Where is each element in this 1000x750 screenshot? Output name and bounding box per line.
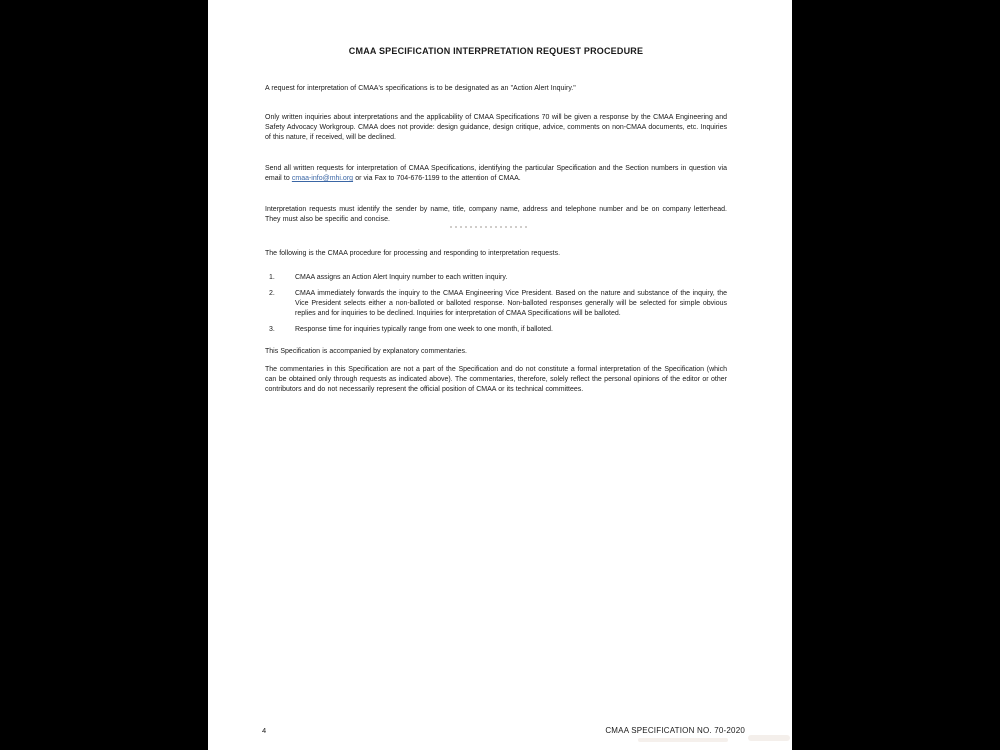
- document-page: [208, 0, 792, 750]
- paragraph-commentaries-note: This Specification is accompanied by explanatory commentaries.: [265, 348, 467, 355]
- page-number: 4: [262, 726, 267, 735]
- paragraph-send-requests-before: Send all written requests for interpretation of CMAA Specifications, identifying the particular Specification and the Section numbers in question via email to: [265, 165, 727, 182]
- paragraph-request-designation: A request for interpretation of CMAA's specifications is to be designated as an "Action Alert Inquiry.": [265, 85, 576, 92]
- document-title: CMAA SPECIFICATION INTERPRETATION REQUEST PROCEDURE: [348, 46, 644, 56]
- list-item-1-text: CMAA assigns an Action Alert Inquiry number to each written inquiry.: [295, 274, 508, 281]
- paragraph-send-requests: [265, 164, 727, 184]
- list-item-1: [265, 273, 727, 283]
- paragraph-written-inquiries: Only written inquiries about interpretations and the applicability of CMAA Specifications 70 will be given a response by the CMAA Engineering and Safety Advocacy Workgroup. CMAA does not provide: design guidance, design critique, advice, comments on non-CMAA documents, etc. Inquiries of this nature, if received, will be declined.: [265, 114, 727, 141]
- list-item-2: [265, 289, 727, 319]
- paragraph-identify-sender: Interpretation requests must identify the sender by name, title, company name, address and telephone number and be on company letterhead. They must also be specific and concise.: [265, 206, 727, 223]
- paragraph-procedure-intro: The following is the CMAA procedure for processing and responding to interpretation requests.: [265, 250, 561, 257]
- list-item-3-number: 3.: [269, 326, 275, 333]
- email-link[interactable]: cmaa-info@mhi.org: [291, 175, 354, 182]
- procedure-list: [265, 273, 727, 335]
- paragraph-commentaries-disclaimer: The commentaries in this Specification are not a part of the Specification and do not constitute a formal interpretation of the Specification (which can be obtained only through requests as indicated above). The commentaries, therefore, solely reflect the personal opinions of the editor or other contributors and do not necessarily represent the official position of CMAA or its technical committees.: [265, 366, 727, 393]
- document-content: [208, 0, 792, 395]
- paragraph-send-requests-after: or via Fax to 704-676-1199 to the attention of CMAA.: [353, 175, 521, 182]
- list-item-2-text: CMAA immediately forwards the inquiry to the CMAA Engineering Vice President. Based on the nature and substance of the inquiry, the Vice President selects either a non-balloted or balloted response. Non-balloted responses generally will be selected for simple obvious replies and for inquiries to be declined. Inquiries for interpretation of CMAA Specifications will be balloted.: [295, 290, 727, 317]
- list-item-3-text: Response time for inquiries typically range from one week to one month, if balloted.: [295, 326, 553, 333]
- list-item-1-number: 1.: [269, 274, 275, 281]
- scan-artifact-3: [748, 735, 790, 741]
- scan-artifact-2: [638, 738, 728, 742]
- list-item-3: [265, 325, 727, 335]
- page-footer: [262, 726, 745, 736]
- list-item-2-number: 2.: [269, 290, 275, 297]
- footer-doc-reference: CMAA SPECIFICATION NO. 70-2020: [605, 726, 745, 735]
